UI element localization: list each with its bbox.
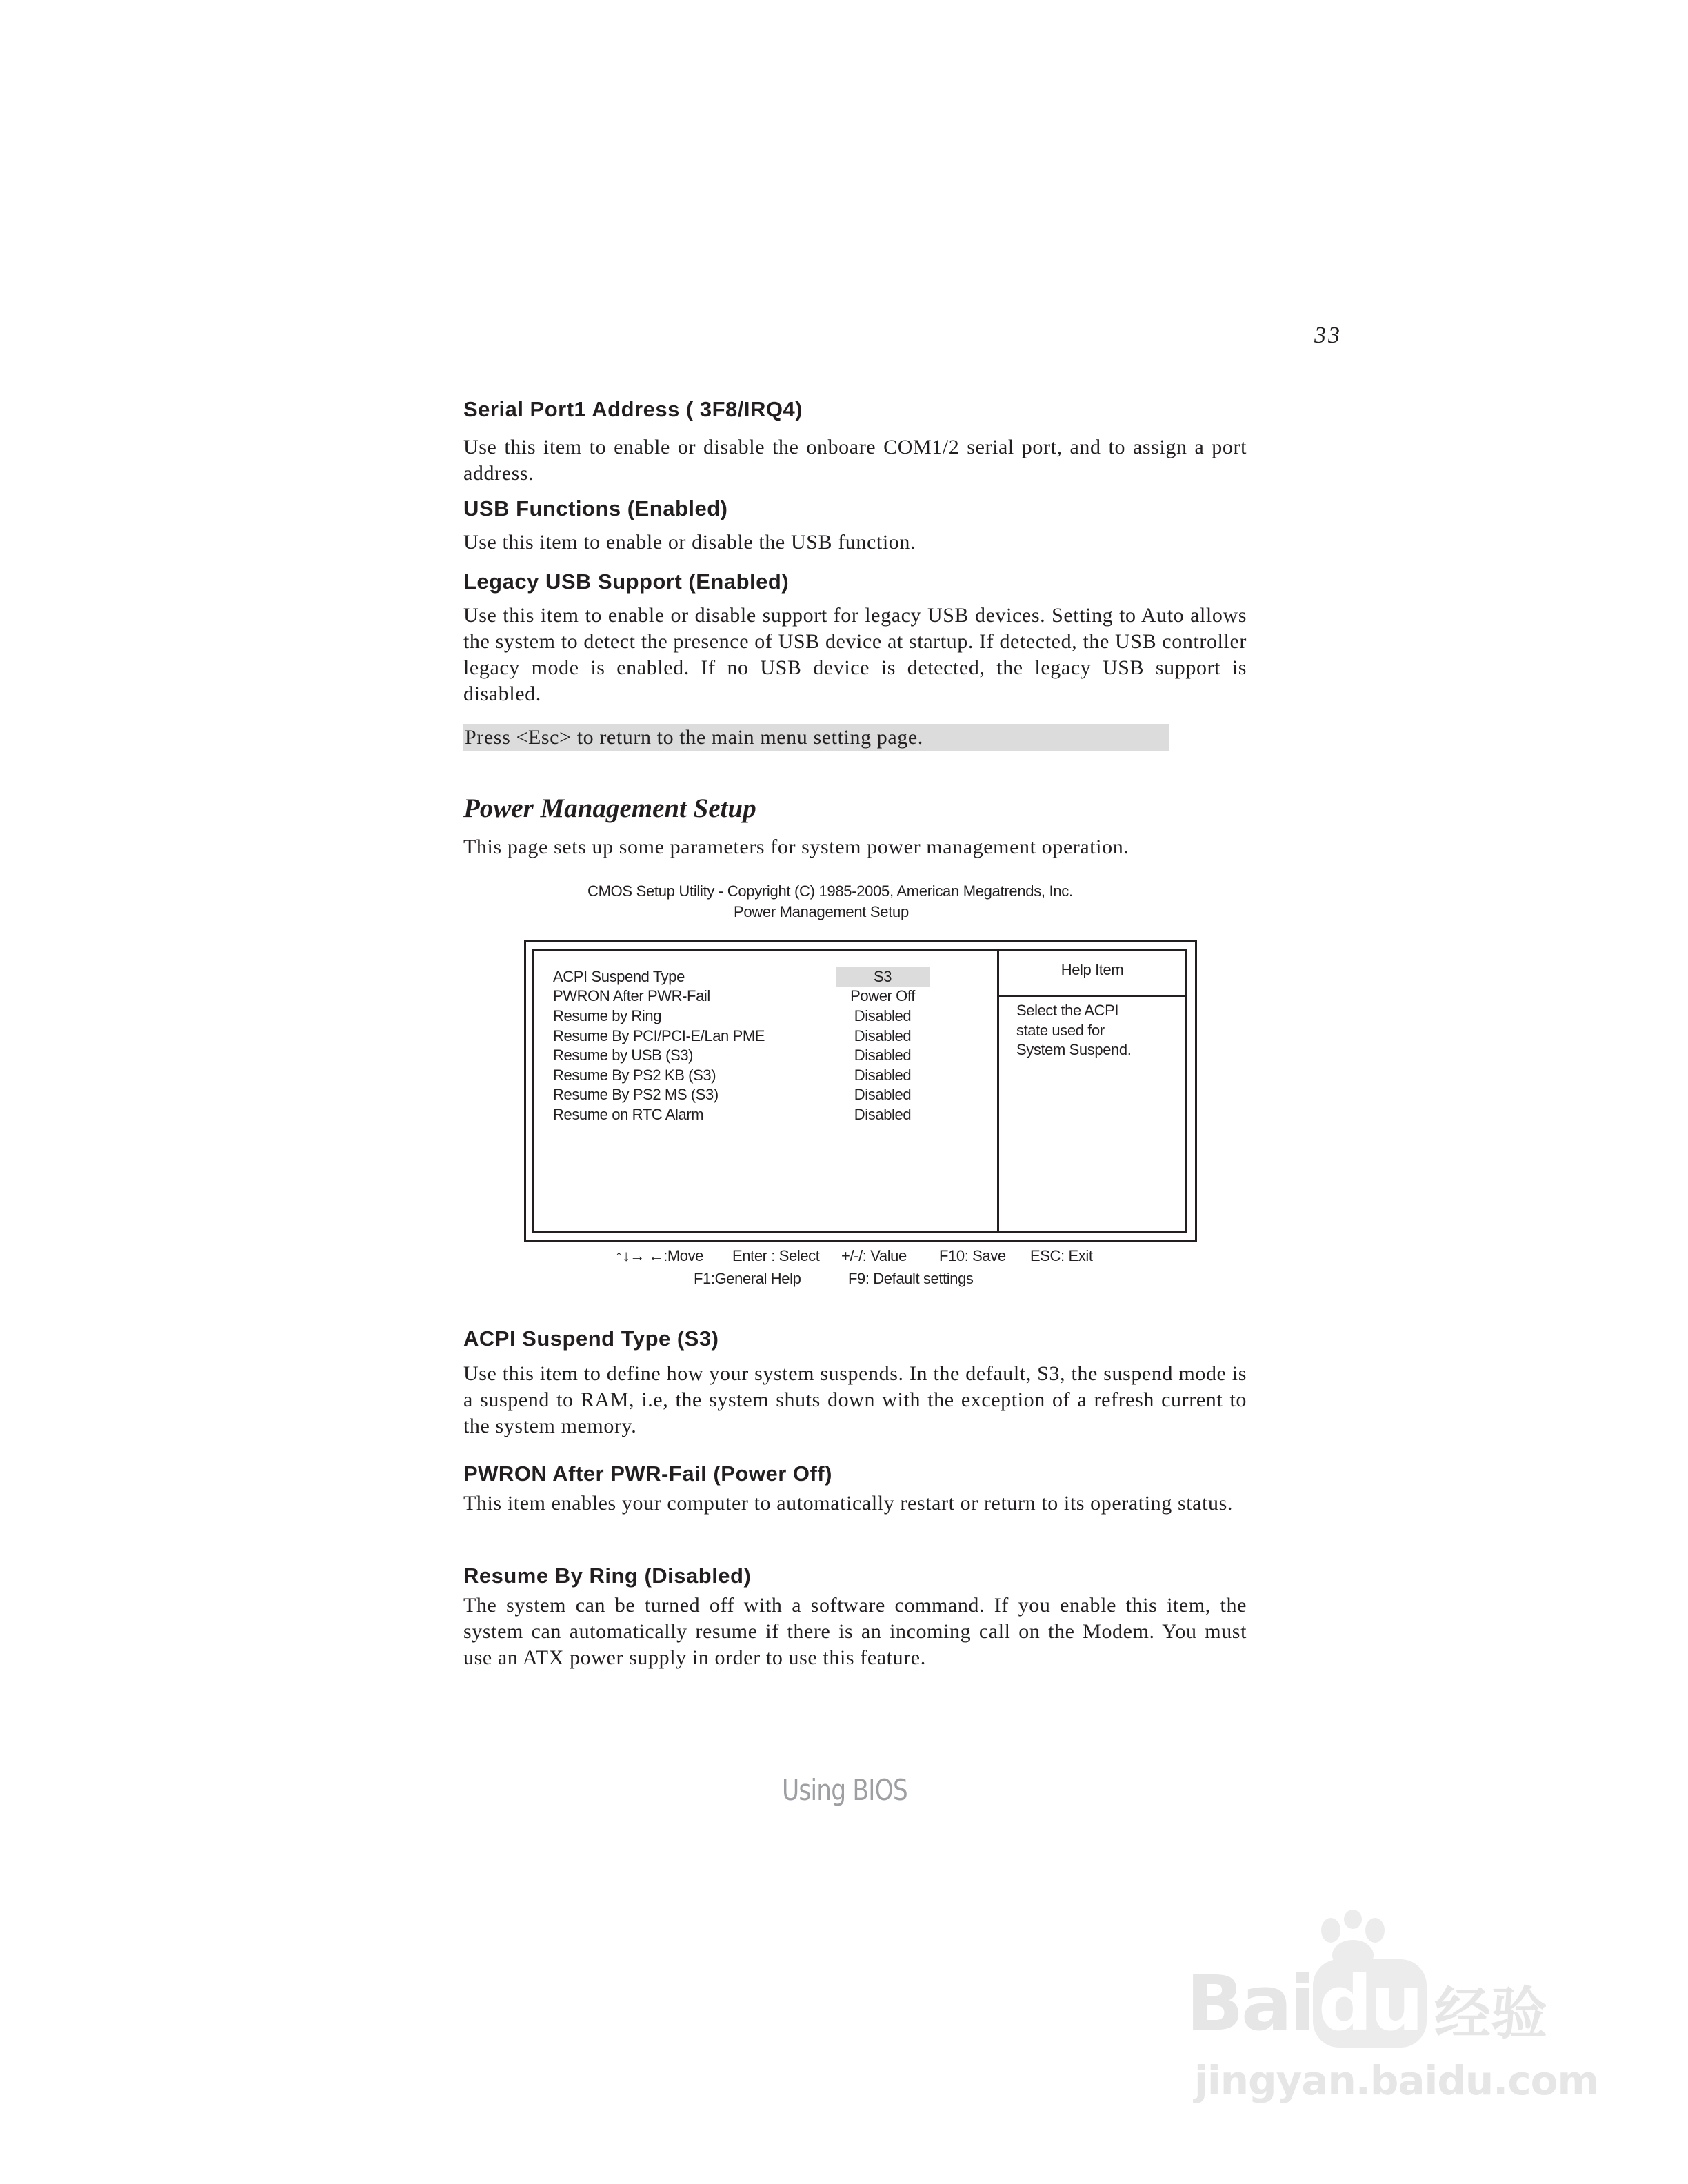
baidu-watermark xyxy=(1186,1910,1598,2116)
page-number: 33 xyxy=(1314,323,1342,348)
key-hint-select: Enter : Select xyxy=(732,1247,820,1264)
help-item-text xyxy=(1016,1001,1131,1060)
option-resume-by-usb-label[interactable]: Resume by USB (S3) xyxy=(553,1046,694,1064)
bios-screen-title: Power Management Setup xyxy=(734,903,909,920)
para-serial-port: Use this item to enable or disable the onboare COM1/2 serial port, and to assign a port address. xyxy=(463,436,1247,485)
watermark-brand-du: du xyxy=(1313,1959,1427,2048)
help-line: System Suspend. xyxy=(1016,1041,1132,1059)
heading-serial-port: Serial Port1 Address ( 3F8/IRQ4) xyxy=(463,397,803,421)
option-pwron-after-pwr-fail-label[interactable]: PWRON After PWR-Fail xyxy=(553,987,710,1004)
option-resume-by-ring-label[interactable]: Resume by Ring xyxy=(553,1007,662,1024)
key-hint-defaults: F9: Default settings xyxy=(848,1270,974,1287)
key-hint-save: F10: Save xyxy=(939,1247,1006,1264)
heading-acpi-suspend-type: ACPI Suspend Type (S3) xyxy=(463,1326,719,1351)
option-resume-by-pci-value[interactable]: Disabled xyxy=(854,1027,912,1044)
key-hint-exit: ESC: Exit xyxy=(1030,1247,1093,1264)
para-acpi-suspend-type: Use this item to define how your system suspends. In the default, S3, the suspend mode is a suspend to RAM, i.e, the system shuts down with the exception of a refresh current to the system memory. xyxy=(463,1362,1247,1437)
watermark-cn: 经验 xyxy=(1434,1981,1548,2047)
section-title-power: Power Management Setup xyxy=(463,793,756,823)
help-item-title: Help Item xyxy=(1061,961,1124,978)
para-usb-functions: Use this item to enable or disable the USB function. xyxy=(463,531,916,554)
option-acpi-suspend-type-value[interactable]: S3 xyxy=(836,967,930,987)
watermark-brand: Bai xyxy=(1186,1959,1313,2048)
esc-note: Press <Esc> to return to the main menu setting page. xyxy=(463,724,1169,751)
option-resume-by-ring-value[interactable]: Disabled xyxy=(854,1007,912,1024)
para-power-intro: This page sets up some parameters for system power management operation. xyxy=(463,836,1129,858)
option-resume-on-rtc-alarm-label[interactable]: Resume on RTC Alarm xyxy=(553,1106,704,1123)
option-resume-by-ps2-ms-value[interactable]: Disabled xyxy=(854,1086,912,1103)
heading-pwron-after-pwr-fail: PWRON After PWR-Fail (Power Off) xyxy=(463,1462,832,1486)
key-hint-value: +/-/: Value xyxy=(841,1247,907,1264)
option-resume-by-usb-value[interactable]: Disabled xyxy=(854,1046,912,1064)
option-resume-by-pci-label[interactable]: Resume By PCI/PCI-E/Lan PME xyxy=(553,1027,765,1044)
option-resume-by-ps2-kb-label[interactable]: Resume By PS2 KB (S3) xyxy=(553,1066,716,1084)
key-hint-general-help: F1:General Help xyxy=(694,1270,801,1287)
option-acpi-suspend-type-label[interactable]: ACPI Suspend Type xyxy=(553,968,685,985)
heading-usb-functions: USB Functions (Enabled) xyxy=(463,496,728,520)
help-line: Select the ACPI xyxy=(1016,1002,1119,1019)
option-resume-by-ps2-ms-label[interactable]: Resume By PS2 MS (S3) xyxy=(553,1086,719,1103)
help-title-divider xyxy=(999,995,1185,997)
key-hint-move: ↑↓→ ←:Move xyxy=(615,1247,704,1264)
heading-legacy-usb: Legacy USB Support (Enabled) xyxy=(463,569,790,594)
para-legacy-usb: Use this item to enable or disable support for legacy USB devices. Setting to Auto allows the system to detect the presence of USB device at startup. If detected, the USB controller legacy mode is enabled. If no USB device is detected, the legacy USB support is disabled. xyxy=(463,604,1247,705)
bios-panel-divider xyxy=(997,949,999,1233)
heading-resume-by-ring: Resume By Ring (Disabled) xyxy=(463,1564,752,1588)
footer-title: Using BIOS xyxy=(782,1773,907,1807)
help-line: state used for xyxy=(1016,1021,1105,1039)
option-resume-by-ps2-kb-value[interactable]: Disabled xyxy=(854,1066,912,1084)
bios-copyright: CMOS Setup Utility - Copyright (C) 1985-2005, American Megatrends, Inc. xyxy=(587,882,1073,900)
para-resume-by-ring: The system can be turned off with a software command. If you enable this item, the system can automatically resume if there is an incoming call on the Modem. You must use an ATX power supply in order to use this feature. xyxy=(463,1594,1247,1669)
option-resume-on-rtc-alarm-value[interactable]: Disabled xyxy=(854,1106,912,1123)
option-pwron-after-pwr-fail-value[interactable]: Power Off xyxy=(850,987,915,1004)
para-pwron-after-pwr-fail: This item enables your computer to automatically restart or return to its operating status. xyxy=(463,1492,1233,1515)
watermark-url: jingyan.baidu.com xyxy=(1194,2057,1598,2104)
